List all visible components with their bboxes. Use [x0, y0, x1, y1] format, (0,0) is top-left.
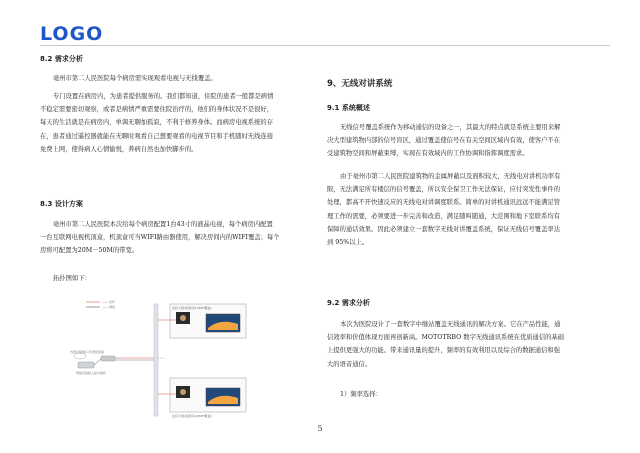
section-9-2-title: 9.2 需求分析	[327, 299, 370, 307]
section-8-3-para	[40, 218, 313, 258]
text-line: 决大型建筑物内部的信号盲区，通过覆盖使信号在有关空间区域内有效，使客户不在	[327, 137, 560, 145]
router-label: 内网互联网/口令登录连接	[70, 350, 105, 354]
text-line: 不稳定需要密切观察，或者是病情严重需要住院治疗的，他们的身体状况不是很好，	[40, 106, 273, 114]
text-line: 亳州市第二人民医院本次给每个病房配置1台43寸的液晶电视，每个病房内配置	[53, 221, 273, 228]
section-8-2-para-2	[40, 90, 313, 156]
text-line: 理工作的需要，必须要进一步完善和改造，满足随叫随通，大范围和地下室联系均有	[327, 212, 560, 220]
router-device	[78, 362, 94, 368]
text-line: 每天的生活就是在病房内，单调无聊加孤寂，不利于修养身体。而病房电视系统的存	[40, 119, 273, 127]
text-line: 无线信号覆盖系统作为移动通信的设备之一，其最大的特点就是系统主要用来解	[340, 124, 561, 131]
section-8-2-para-1: 亳州市第二人民医院每个病房需实现观看电视与无线覆盖。	[53, 75, 217, 82]
text-line: 免费上网，使得病人心情愉悦，养病自然也加快脚步的。	[40, 145, 198, 153]
list-item-frequency: 1）频率选择：	[340, 391, 382, 398]
page-number: 5	[317, 424, 323, 433]
text-line: 信效率和价值体现方面再创新高。MOTOTRBO 数字无线通讯系统在优质通信的基础	[327, 334, 565, 342]
room-bottom-label: 住院大楼4层病房2(WIFI覆盖)	[172, 414, 212, 418]
text-line: 限，无法满足所有楼层的信号覆盖，所以安全保卫工作无法保证，应付突发性事件的	[327, 186, 560, 194]
section-9-1-para-1	[327, 121, 604, 161]
text-line: 到 95%以上。	[327, 239, 369, 247]
section-8-2-title: 8.2 需求分析	[40, 55, 83, 63]
backbone-rack	[154, 304, 158, 416]
room-top-label: 住院大楼4层病房1(WIFI覆盖)	[172, 306, 212, 310]
topology-caption: 拓扑图如下：	[53, 275, 91, 282]
text-line: 由于亳州市第二人民医院建筑物的金属屏蔽以及面积较大，无线电对讲机功率有	[340, 173, 561, 180]
switch-label: 网络设备接入层交换机	[76, 371, 107, 375]
network-topology-diagram	[58, 298, 278, 420]
text-line: 在，患者通过遥控器就能在无聊时观看自己想要观看的电视节目和手机随时无线连接	[40, 132, 273, 140]
text-line: 房将可配置为20M－50M的带宽。	[40, 247, 139, 255]
logo: LOGO	[40, 23, 104, 45]
section-9-1-para-2	[327, 170, 604, 249]
legend-cable: ―― 网线	[102, 305, 115, 309]
text-line: 本次为医院设计了一套数字中继站覆盖无线通讯的解决方案。它在产品性能，通	[340, 321, 561, 328]
header-divider	[40, 45, 610, 46]
text-line: 大的语音通信。	[327, 360, 372, 368]
topology-svg	[58, 298, 278, 420]
section-9-title: 9、无线对讲系统	[327, 79, 393, 89]
section-9-2-para	[327, 318, 604, 371]
legend-fiber: ―― 光纤	[102, 300, 115, 304]
text-line: 受建筑物空间和屏蔽束缚，实现在有效域内的工作协调和指挥调度需求。	[327, 150, 529, 158]
text-line: 处理，都高不开快速反应的无线电对讲调度联系。简单的对讲机通讯远远不能满足管	[327, 199, 560, 207]
text-line: 一台互联网电视机顶盒，机顶盒可当WIFI路由器使用，解决房间内的WIFI覆盖；每个	[40, 234, 280, 242]
text-line: 专门设置在病房内，为患者提供服务的。我们都知道，住院的患者一般都是病情	[53, 93, 274, 100]
text-line: 保障的通话效果。因此必须建立一套数字无线对讲覆盖系统，保证无线信号覆盖率达	[327, 225, 560, 233]
text-line: 上提供更强大的功能。带来通讯量的提升，频率的有效利用以及综合的数据通信和强	[327, 347, 560, 355]
section-9-1-title: 9.1 系统概述	[327, 104, 370, 112]
onu-device	[101, 356, 115, 361]
section-8-3-title: 8.3 设计方案	[40, 200, 83, 208]
